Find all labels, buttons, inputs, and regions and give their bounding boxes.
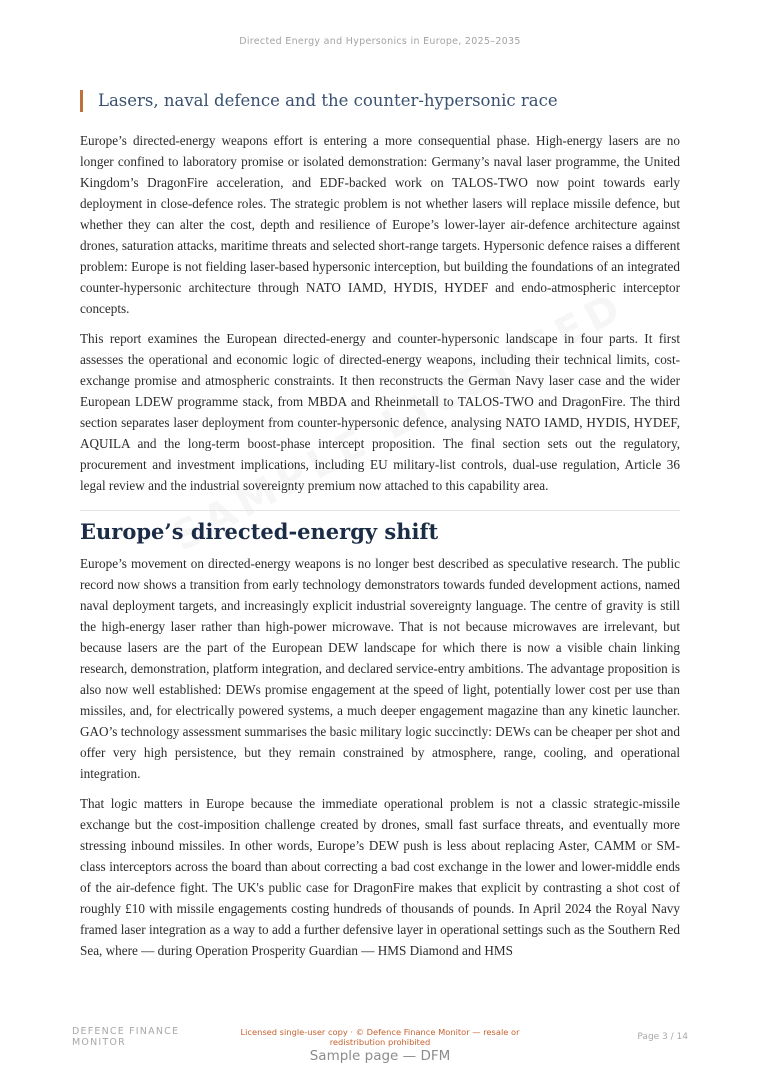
intro-paragraph-2: This report examines the European directed-energy and counter-hypersonic landscape in four parts. It first assesses the operational and economic logic of directed-energy weapons, including their technical limits, cost-exchange promise and atmospheric constraints. It then reconstructs the German Navy laser case and the wider European LDEW programme stack, from MBDA and Rheinmetall to TALOS-TWO and DragonFire. The third section separates laser deployment from counter-hypersonic defence, analysing NATO IAMD, HYDIS, HYDEF, AQUILA and the long-term boost-phase intercept proposition. The final section sets out the regulatory, procurement and investment implications, including EU military-list controls, dual-use regulation, Article 36 legal review and the industrial sovereignty premium now attached to this capability area. xyxy=(80,331,680,493)
chapter-paragraph-2: That logic matters in Europe because the immediate operational problem is not a classic strategic-missile exchange but the cost-imposition challenge created by drones, small fast surface threats, and eventually more stressing inbound missiles. In other words, Europe’s DEW push is less about replacing Aster, CAMM or SM-class interceptors across the board than about correcting a bad cost exchange in the lower and lower-middle ends of the air-defence fight. The UK's public case for DragonFire makes that explicit by contrasting a shot cost of roughly £10 with missile engagements costing hundreds of thousands of pounds. In April 2024 the Royal Navy framed laser integration as a way to add a further defensive layer in operational settings such as the Southern Red Sea, where — during Operation Prosperity Guardian — HMS Diamond and HMS xyxy=(80,796,680,958)
sample-caption: Sample page — DFM xyxy=(309,1048,451,1064)
chapter-paragraph-1: Europe’s movement on directed-energy weapons is no longer best described as speculative research. The public record now shows a transition from early technology demonstrators towards funded development actions, named naval deployment targets, and increasingly explicit industrial sovereignty language. The centre of gravity is still the high-energy laser rather than high-power microwave. That is not because microwaves are irrelevant, but because lasers are the part of the European DEW landscape for which there is now a visible chain linking research, demonstration, platform integration, and declared service-entry ambitions. The advantage proposition is also now well established: DEWs promise engagement at the speed of light, potentially lower cost per use than missiles, and, for electrically powered systems, a much deeper engagement magazine than any kinetic launcher. GAO’s technology assessment summarises the basic military logic succinctly: DEWs can be cheaper per shot and offer very high persistence, but they remain constrained by atmosphere, range, cooling, and operational integration. xyxy=(80,556,680,781)
page-body xyxy=(80,90,680,970)
chapter-heading: Europe’s directed-energy shift xyxy=(80,519,439,544)
footer-brand-line-1: DEFENCE FINANCE xyxy=(72,1026,180,1037)
intro-paragraph-1: Europe’s directed-energy weapons effort is entering a more consequential phase. High-energy lasers are no longer confined to laboratory promise or isolated demonstration: Germany’s naval laser programme, the United Kingdom’s DragonFire acceleration, and EDF-backed work on TALOS-TWO now point towards early deployment in close-defence roles. The strategic problem is not whether lasers will replace missile defence, but whether they can alter the cost, depth and resilience of Europe’s lower-layer air-defence architecture against drones, saturation attacks, maritime threats and selected short-range targets. Hypersonic defence raises a different problem: Europe is not fielding laser-based hypersonic interception, but building the foundations of an integrated counter-hypersonic architecture through NATO IAMD, HYDIS, HYDEF and endo-atmospheric interceptor concepts. xyxy=(80,133,680,316)
running-header: Directed Energy and Hypersonics in Europe, 2025–2035 xyxy=(239,36,521,47)
footer-brand-line-2: MONITOR xyxy=(72,1037,126,1048)
page-number: Page 3 / 14 xyxy=(637,1032,688,1042)
footer-brand xyxy=(72,1026,202,1048)
section-heading: Lasers, naval defence and the counter-hypersonic race xyxy=(80,90,680,112)
license-notice: Licensed single-user copy · © Defence Finance Monitor — resale or redistribution prohibited xyxy=(240,1027,520,1047)
section-divider xyxy=(80,510,680,511)
